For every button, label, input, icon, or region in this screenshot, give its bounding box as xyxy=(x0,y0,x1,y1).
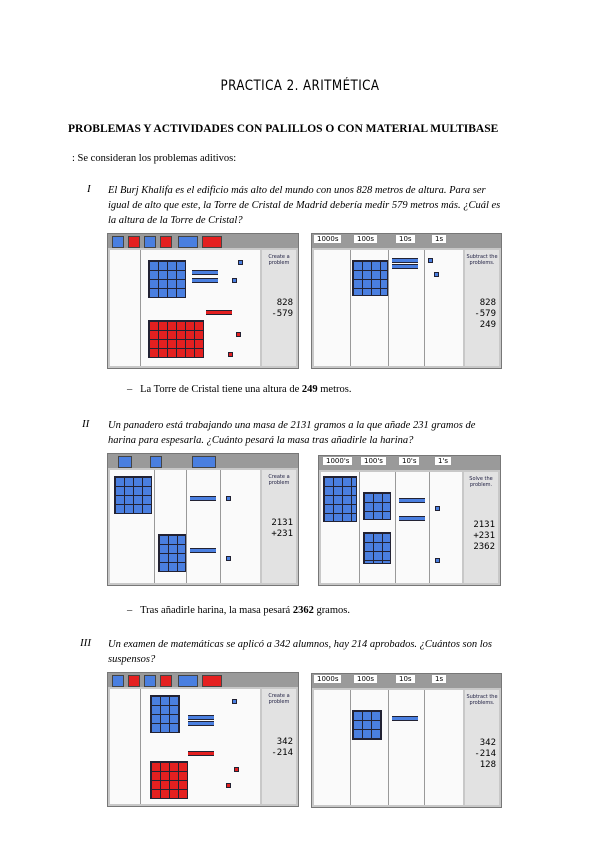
problem-text: El Burj Khalifa es el edificio más alto del mundo con unos 828 metros de altura. Para ser igual de alto que este, la Torre de Cristal de Madrid debería medir 579 metros más. ¿Cuál es la altura de la Torre de Cristal? xyxy=(108,185,501,226)
multibase-screenshot-left xyxy=(107,233,299,369)
intro-text: : Se consideran los problemas aditivos: xyxy=(72,153,237,164)
multibase-screenshot-right: 1000s 100s 10s 1s Subtract the problems. 828 -579 249 xyxy=(311,233,502,369)
problem-number: II xyxy=(82,418,90,430)
problem-number: III xyxy=(80,637,91,649)
multibase-screenshot-right: 1000's 100's 10's 1's Solve the problem. 2131 +231 2362 xyxy=(318,455,501,586)
problem-number: I xyxy=(87,183,91,195)
multibase-screenshot-left: Create a problem 342 -214 xyxy=(107,672,299,807)
side-panel: Create a problem 828 -579 xyxy=(262,250,296,366)
toolbar xyxy=(108,234,298,248)
answer-text: – La Torre de Cristal tiene una altura de 249 metros. xyxy=(127,384,352,395)
multibase-screenshot-right: 1000s 100s 10s 1s Subtract the problems. 342 -214 128 xyxy=(311,673,502,808)
page-title: PRACTICA 2. ARITMÉTICA xyxy=(220,78,380,94)
problem-text: Un panadero está trabajando una masa de 2131 gramos a la que añade 231 gramos de harina para espesarla. ¿Cuánto pesará la masa tras añadirle la harina? xyxy=(108,420,476,446)
multibase-screenshot-left: Create a problem 2131 +231 xyxy=(107,453,299,586)
answer-text: – Tras añadirle harina, la masa pesará 2362 gramos. xyxy=(127,605,350,616)
section-heading: PROBLEMAS Y ACTIVIDADES CON PALILLOS O CON MATERIAL MULTIBASE xyxy=(68,123,499,135)
problem-text: Un examen de matemáticas se aplicó a 342 alumnos, hay 214 aprobados. ¿Cuántos son los suspensos? xyxy=(108,639,492,665)
